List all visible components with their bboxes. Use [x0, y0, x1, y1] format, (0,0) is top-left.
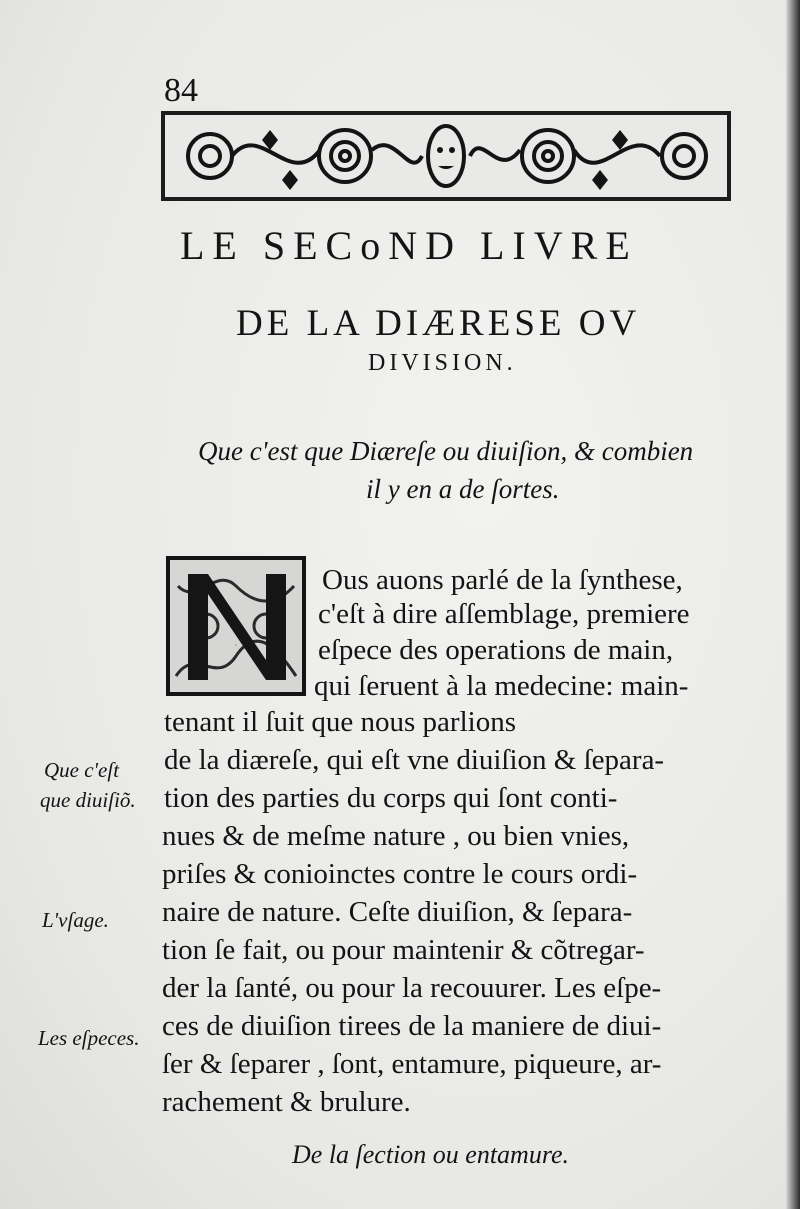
margin-note-definition-line2: que diuiſiõ.	[40, 788, 136, 812]
body-line: tion ſe fait, ou pour maintenir & cõtregar-	[162, 934, 645, 966]
body-line: tenant il ſuit que nous parlions	[164, 706, 516, 738]
chapter-title-line1: LE SECoND LIVRE	[180, 223, 638, 268]
page-number: 84	[164, 72, 198, 109]
dropcap-letter: N	[235, 645, 237, 647]
body-line: rachement & brulure.	[162, 1086, 411, 1118]
page-gutter-shadow	[786, 0, 800, 1209]
margin-note-usage: L'vſage.	[42, 908, 109, 932]
body-line: tion des parties du corps qui ſont conti-	[164, 782, 618, 814]
margin-note-species: Les eſpeces.	[38, 1026, 140, 1050]
chapter-title-line2: DE LA DIÆRESE OV	[236, 303, 641, 344]
body-line: der la ſanté, ou pour la recouurer. Les eſpe-	[162, 972, 662, 1004]
body-line: priſes & conioinctes contre le cours ordi-	[162, 858, 638, 890]
body-line: nues & de meſme nature , ou bien vnies,	[162, 820, 630, 852]
body-line: de la diæreſe, qui eſt vne diuiſion & ſepara-	[164, 744, 665, 776]
decorated-initial-n	[166, 556, 306, 696]
section-subtitle-line2: il y en a de ſortes.	[366, 474, 560, 504]
body-line: ces de diuiſion tirees de la maniere de diui-	[162, 1010, 662, 1042]
body-line: Ous auons parlé de la ſynthese,	[322, 564, 683, 596]
body-line: naire de nature. Ceſte diuiſion, & ſepara-	[162, 896, 633, 928]
body-line: ſer & ſeparer , ſont, entamure, piqueure, ar-	[162, 1048, 662, 1080]
next-section-heading: De la ſection ou entamure.	[292, 1140, 570, 1169]
body-line: qui ſeruent à la medecine: main-	[314, 670, 689, 702]
margin-note-definition-line1: Que c'eſt	[44, 758, 120, 782]
section-subtitle-line1: Que c'est que Diæreſe ou diuiſion, & combien	[198, 436, 694, 466]
body-line: eſpece des operations de main,	[318, 634, 674, 666]
header-ornament-band	[160, 110, 732, 202]
body-line: c'eſt à dire aſſemblage, premiere	[318, 598, 690, 630]
chapter-title-line3: DIVISION.	[368, 350, 517, 376]
